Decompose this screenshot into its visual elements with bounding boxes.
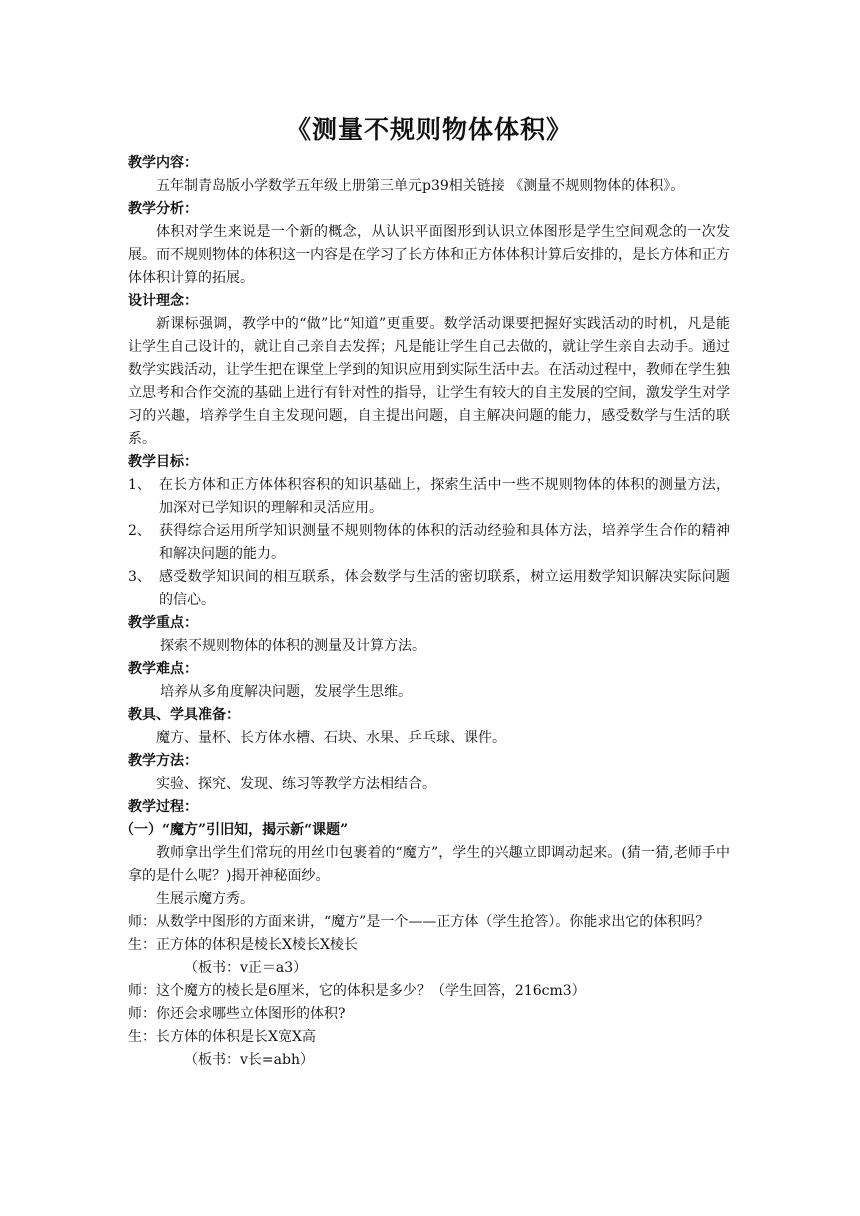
goal-text: 获得综合运用所学知识测量不规则物体的体积的活动经验和具体方法，培养学生合作的精神和解决问题的能力。 <box>159 523 730 562</box>
goal-item-3 <box>128 566 730 612</box>
paragraph-design-concept: 新课标强调，教学中的“做”比“知道”更重要。数学活动课要把握好实践活动的时机，凡是能让学生自己设计的，就让自己亲自去发挥；凡是能让学生自己去做的，就让学生亲自去动手。通过数学实践活动，让学生把在课堂上学到的知识应用到实际生活中去。在活动过程中，教师在学生独立思考和合作交流的基础上进行有针对性的指导，让学生有较大的自主发展的空间，激发学生对学习的兴趣，培养学生自主发现问题，自主提出问题，自主解决问题的能力，感受数学与生活的联系。 <box>128 316 730 447</box>
goal-number: 2、 <box>128 523 151 539</box>
goal-text: 在长方体和正方体体积容积的知识基础上，探索生活中一些不规则物体的体积的测量方法，加深对已学知识的理解和灵活应用。 <box>159 477 730 516</box>
heading-teaching-goals: 教学目标： <box>128 454 198 470</box>
document-title: 《测量不规则物体体积》 <box>285 115 572 144</box>
process-paragraph-3: 师：从数学中图形的方面来讲，“魔方”是一个——正方体（学生抢答）。你能求出它的体积吗？ <box>128 914 710 930</box>
goal-text: 感受数学知识间的相互联系，体会数学与生活的密切联系，树立运用数学知识解决实际问题的信心。 <box>159 569 730 608</box>
process-paragraph-4: 生：正方体的体积是棱长X棱长X棱长 <box>128 937 358 953</box>
paragraph-teaching-content: 五年制青岛版小学数学五年级上册第三单元p39相关链接 《测量不规则物体的体积》。 <box>156 178 685 194</box>
heading-tools-preparation: 教具、学具准备： <box>128 707 240 723</box>
blackboard-note-cuboid: （板书：v长=abh） <box>184 1052 314 1068</box>
goal-number: 3、 <box>128 569 151 585</box>
process-paragraph-1: 教师拿出学生们常玩的用丝巾包裹着的“魔方”，学生的兴趣立即调动起来。(猜一猜,老师手中拿的是什么呢？)揭开神秘面纱。 <box>128 845 730 884</box>
process-paragraph-7: 师：你还会求哪些立体图形的体积? <box>128 1006 346 1022</box>
blackboard-note-cube: （板书：v正＝a3） <box>184 960 308 976</box>
process-paragraph-6: 师：这个魔方的棱长是6厘米，它的体积是多少？（学生回答，216cm3） <box>128 983 586 999</box>
heading-teaching-process: 教学过程： <box>128 799 198 815</box>
heading-teaching-method: 教学方法： <box>128 753 198 769</box>
paragraph-difficult-points: 培养从多角度解决问题，发展学生思维。 <box>160 684 412 700</box>
paragraph-key-points: 探索不规则物体的体积的测量及计算方法。 <box>160 638 426 654</box>
heading-teaching-analysis: 教学分析： <box>128 201 198 217</box>
heading-design-concept: 设计理念： <box>128 293 198 309</box>
paragraph-teaching-method: 实验、探究、发现、练习等教学方法相结合。 <box>156 776 436 792</box>
process-paragraph-8: 生：长方体的体积是长X宽X高 <box>128 1029 316 1045</box>
process-subheading: （一）“魔方”引旧知，揭示新“课题” <box>120 822 349 838</box>
process-paragraph-2: 生展示魔方秀。 <box>156 891 254 907</box>
heading-key-points: 教学重点： <box>128 615 198 631</box>
heading-difficult-points: 教学难点： <box>128 661 198 677</box>
goal-item-2 <box>128 520 730 566</box>
paragraph-teaching-analysis: 体积对学生来说是一个新的概念，从认识平面图形到认识立体图形是学生空间观念的一次发展。而不规则物体的体积这一内容是在学习了长方体和正方体体积计算后安排的，是长方体和正方体体积计算的拓展。 <box>128 224 730 286</box>
paragraph-tools-preparation: 魔方、量杯、长方体水槽、石块、水果、乒乓球、课件。 <box>156 730 506 746</box>
heading-teaching-content: 教学内容： <box>128 155 198 171</box>
goal-number: 1、 <box>128 477 151 493</box>
goal-item-1 <box>128 474 730 520</box>
document-page <box>120 112 730 1072</box>
